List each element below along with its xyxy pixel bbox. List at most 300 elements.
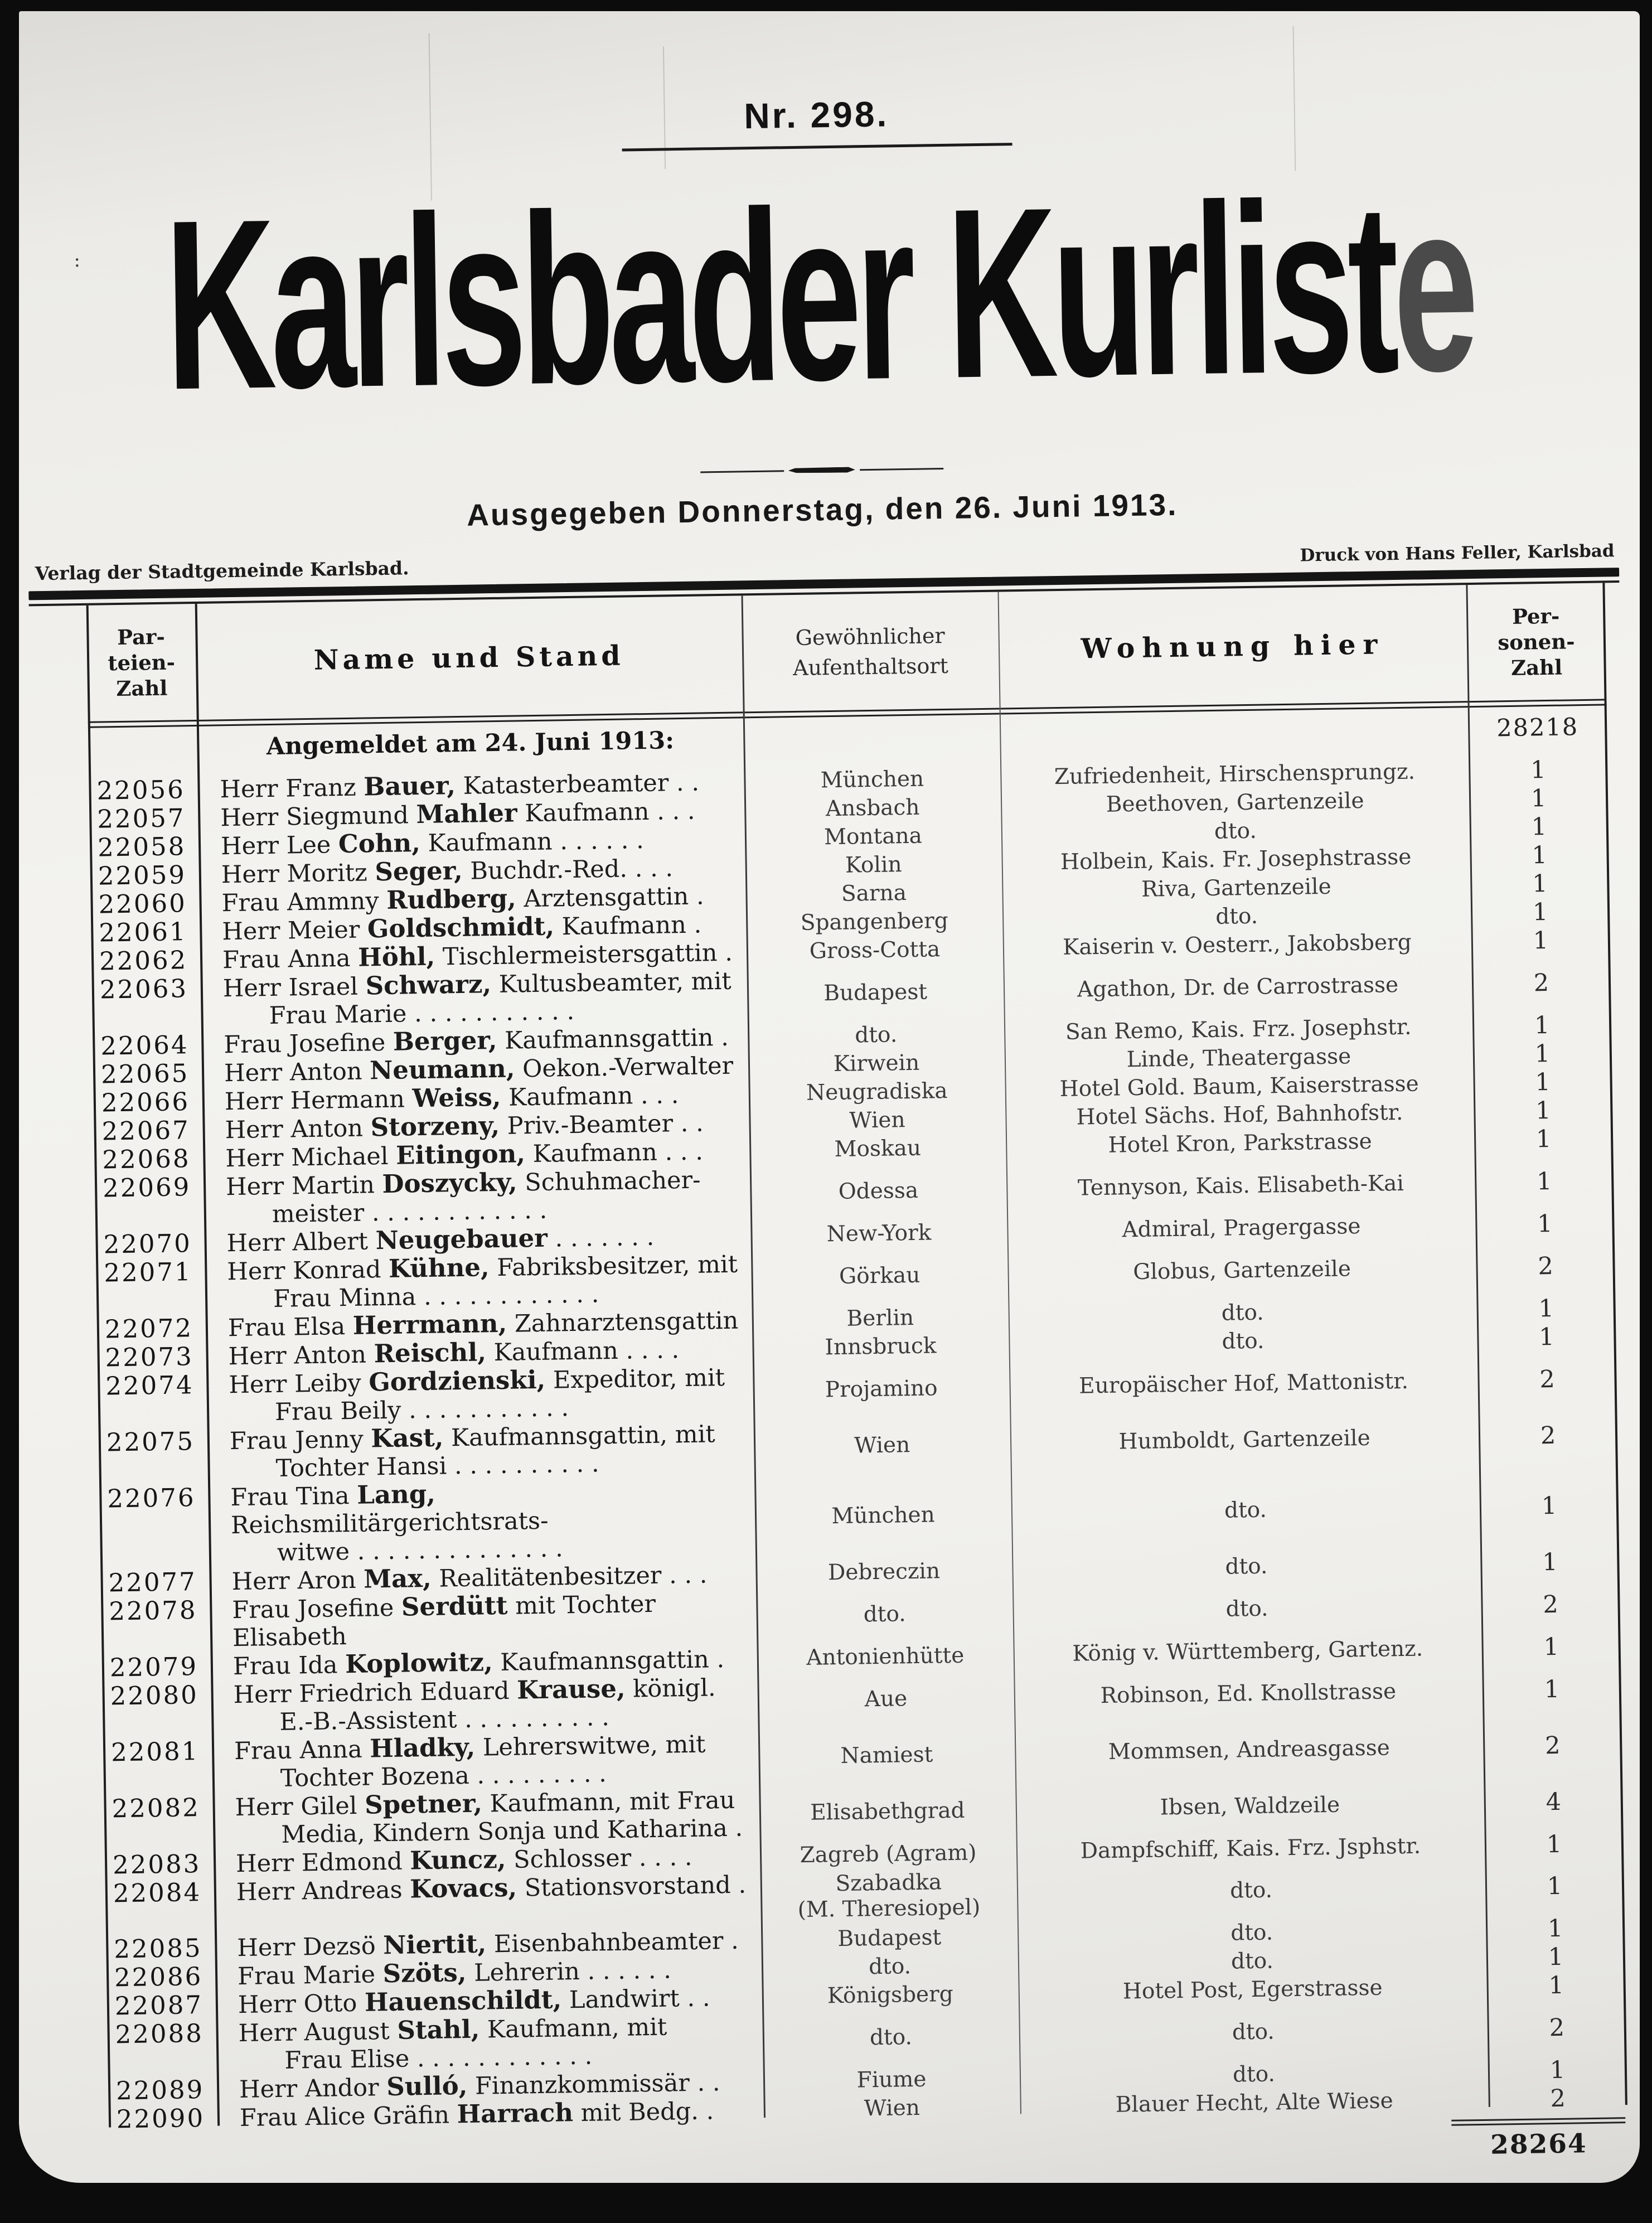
- guest-name-and-status: [201, 966, 748, 1031]
- name-prefix: Herr Edmond: [235, 1847, 410, 1878]
- address-here: [1006, 1154, 1475, 1217]
- party-number: 22063: [99, 974, 188, 1005]
- surname: Höhl,: [357, 941, 435, 972]
- name-suffix: Kaufmannsgattin .: [497, 1023, 729, 1055]
- address-line: dto.: [1222, 1328, 1265, 1354]
- name-prefix: Frau Marie: [237, 1960, 384, 1991]
- person-count-value: 1: [1541, 1491, 1557, 1520]
- residence-line: Budapest: [837, 1924, 942, 1951]
- address-line: Mommsen, Andreasgasse: [1108, 1735, 1391, 1765]
- person-count-value: 2: [1539, 1365, 1556, 1393]
- divider-line-left: [700, 470, 784, 473]
- residence-line: Zagreb (Agram): [800, 1839, 977, 1868]
- person-count: [1469, 783, 1609, 813]
- person-count: [1473, 1067, 1612, 1097]
- name-suffix: . . . . . . .: [547, 1223, 655, 1253]
- person-count-value: 1: [1549, 2056, 1566, 2084]
- address-line: Zufriedenheit, Hirschensprungz.: [1054, 759, 1416, 790]
- name-prefix: Herr Friedrich Eduard: [233, 1677, 517, 1709]
- name-suffix: Kaufmannsgattin, mit: [443, 1420, 715, 1452]
- address-line: Admiral, Pragergasse: [1122, 1213, 1361, 1242]
- name-prefix: Herr Andor: [239, 2074, 387, 2104]
- party-number: 22069: [102, 1172, 191, 1203]
- name-suffix: Priv.-Beamter . .: [499, 1109, 704, 1140]
- final-total: 28264: [1490, 2128, 1588, 2161]
- name-suffix: mit Tochter Elisabeth: [232, 1590, 656, 1653]
- residence-line: Aue: [864, 1686, 908, 1712]
- residence-line: dto.: [868, 1953, 912, 1979]
- divider-center-glyph: [788, 467, 855, 473]
- person-count-value: 4: [1546, 1788, 1562, 1816]
- person-count-value: 1: [1535, 1096, 1551, 1125]
- address-here: [1015, 1775, 1484, 1838]
- address-line: Agathon, Dr. de Carrostrasse: [1077, 972, 1399, 1002]
- person-count: [1476, 1237, 1615, 1295]
- address-line: dto.: [1230, 1948, 1274, 1974]
- party-number: 22083: [112, 1849, 201, 1880]
- surname: Bauer,: [363, 771, 456, 802]
- person-count: [1479, 1462, 1619, 1549]
- person-count: [1486, 1970, 1626, 2001]
- party-number: 22061: [98, 917, 187, 948]
- name-prefix: Herr Israel: [222, 972, 366, 1003]
- usual-residence: [750, 1161, 1007, 1221]
- header-line: Aufenthaltsort: [792, 653, 949, 681]
- page-content: [4, 0, 1652, 2194]
- usual-residence: [752, 1330, 1009, 1363]
- usual-residence: [761, 1922, 1018, 1954]
- usual-residence: [745, 878, 1002, 910]
- name-prefix: Frau Elsa: [227, 1312, 353, 1343]
- usual-residence: [746, 906, 1003, 938]
- header-line: Zahl: [116, 675, 168, 701]
- residence-line: Odessa: [838, 1178, 919, 1204]
- usual-residence: [762, 2007, 1019, 2067]
- name-second-line: Frau Minna . . . . . . . . . . . .: [273, 1280, 599, 1313]
- total-rule: [1451, 2117, 1625, 2122]
- surname: Niertit,: [382, 1929, 487, 1960]
- guest-name-and-status: [214, 1870, 761, 1934]
- person-count-value: 1: [1546, 1830, 1562, 1858]
- residence-line-2: (M. Theresiopel): [797, 1895, 981, 1923]
- title-main: Karlsbader Kurlist: [163, 153, 1396, 441]
- person-count-value: 1: [1547, 1872, 1563, 1901]
- name-suffix: Kaufmann . . .: [517, 797, 695, 828]
- party-number: 22060: [98, 888, 187, 919]
- name-suffix: Arztensgattin .: [516, 882, 705, 913]
- party-number: 22056: [96, 774, 186, 806]
- name-suffix: Kaufmann . . . .: [486, 1336, 680, 1367]
- residence-line: Berlin: [846, 1305, 914, 1331]
- person-count: [1472, 1010, 1612, 1040]
- residence-line: Görkau: [839, 1262, 921, 1289]
- address-line: dto.: [1229, 1877, 1273, 1904]
- person-count: [1477, 1321, 1616, 1352]
- header-line: Par-: [117, 624, 166, 650]
- name-suffix: Schuhmacher-: [517, 1166, 701, 1197]
- person-count-value: 1: [1531, 812, 1547, 841]
- guest-rows: [89, 748, 1627, 2134]
- residence-line: Spangenberg: [800, 908, 948, 936]
- publisher-imprint: Verlag der Stadtgemeinde Karlsbad.: [35, 557, 409, 585]
- name-prefix: Herr Andreas: [236, 1876, 410, 1907]
- name-prefix: Herr Albert: [226, 1227, 376, 1258]
- ink-speck: :: [74, 249, 81, 272]
- name-prefix: Herr Anton: [225, 1114, 371, 1145]
- usual-residence: [745, 821, 1002, 853]
- column-header-aufenthaltsort: [742, 620, 999, 684]
- usual-residence: [750, 1217, 1007, 1249]
- name-suffix: Stationsvorstand .: [516, 1871, 747, 1902]
- surname: Hauenschildt,: [364, 1984, 562, 2017]
- carryover-total: 28218: [1496, 713, 1579, 743]
- party-number: 22087: [114, 1990, 204, 2021]
- party-number: 22075: [106, 1426, 195, 1457]
- usual-residence: [751, 1246, 1008, 1306]
- name-prefix: Herr Lee: [220, 831, 339, 861]
- surname: Schwarz,: [365, 969, 492, 1001]
- divider-ornament: [11, 456, 1632, 485]
- party-number: 22086: [114, 1962, 203, 1993]
- usual-residence: [760, 1838, 1017, 1870]
- residence-line: Namiest: [840, 1742, 933, 1769]
- address-line: Dampfschiff, Kais. Frz. Jsphstr.: [1080, 1833, 1421, 1864]
- name-prefix: Frau Jenny: [229, 1425, 371, 1456]
- usual-residence: [763, 2092, 1020, 2124]
- residence-line: Gross-Cotta: [809, 936, 941, 964]
- name-suffix: Fabriksbesitzer, mit: [489, 1250, 738, 1282]
- address-line: dto.: [1221, 1300, 1264, 1326]
- party-number: 22070: [103, 1228, 192, 1260]
- surname: Weiss,: [412, 1082, 501, 1113]
- residence-line: dto.: [863, 1601, 906, 1627]
- person-count: [1469, 811, 1609, 842]
- surname: Seger,: [374, 855, 463, 887]
- usual-residence: [753, 1359, 1010, 1419]
- surname: Serdütt: [401, 1590, 508, 1622]
- surname: Kovacs,: [409, 1872, 517, 1904]
- address-line: König v. Württemberg, Gartenz.: [1072, 1635, 1423, 1667]
- issue-number: Nr. 298.: [743, 94, 889, 137]
- address-here: [1003, 956, 1472, 1019]
- guest-name-and-status: [216, 2011, 763, 2076]
- name-suffix: Lehrerin . . . . . .: [466, 1956, 672, 1987]
- residence-line: Ansbach: [825, 795, 920, 821]
- guest-name-and-status: [204, 1165, 750, 1229]
- name-prefix: Herr Anton: [228, 1340, 375, 1371]
- person-count-value: 2: [1549, 2013, 1565, 2042]
- residence-line: New-York: [826, 1219, 932, 1247]
- name-prefix: Herr Anton: [224, 1057, 370, 1088]
- usual-residence: [747, 963, 1004, 1023]
- name-prefix: Frau Ida: [232, 1651, 346, 1681]
- surname: Cohn,: [338, 827, 421, 859]
- party-number: 22073: [105, 1341, 194, 1373]
- name-suffix: Kaufmann, mit: [479, 2013, 667, 2044]
- party-number: 22059: [98, 860, 187, 891]
- address-line: dto.: [1224, 1497, 1267, 1523]
- usual-residence: [755, 1556, 1012, 1588]
- title-last-letter: e: [1391, 152, 1475, 423]
- person-count: [1475, 1152, 1614, 1210]
- address-line: San Remo, Kais. Frz. Josephstr.: [1065, 1014, 1412, 1045]
- header-line: teien-: [108, 650, 176, 676]
- usual-residence: [744, 764, 1001, 796]
- surname: Gordzienski,: [368, 1364, 546, 1397]
- person-count: [1473, 1038, 1612, 1069]
- usual-residence: [757, 1640, 1014, 1673]
- name-suffix: Tischlermeistersgattin .: [434, 938, 733, 971]
- header-line: Zahl: [1510, 655, 1563, 680]
- party-number: 22072: [104, 1313, 193, 1344]
- person-count: [1469, 754, 1608, 785]
- name-prefix: Frau Josefine: [232, 1594, 402, 1625]
- usual-residence: [744, 792, 1001, 825]
- person-count: [1480, 1547, 1620, 1577]
- party-number: 22067: [101, 1115, 191, 1146]
- surname: Stahl,: [396, 2014, 480, 2045]
- header-line: Per-: [1511, 603, 1560, 629]
- party-number: 22088: [115, 2018, 204, 2050]
- address-line: Globus, Gartenzeile: [1132, 1256, 1351, 1285]
- usual-residence: [748, 1047, 1005, 1079]
- column-header-name-und-stand: Name und Stand: [313, 639, 624, 676]
- party-number: 22066: [101, 1087, 190, 1118]
- name-suffix: Lehrerswitwe, mit: [474, 1730, 706, 1762]
- person-count: [1485, 1857, 1624, 1915]
- person-count-value: 2: [1550, 2084, 1566, 2113]
- person-count-value: 1: [1530, 784, 1547, 812]
- paper-sheet: [19, 11, 1640, 2183]
- person-count: [1471, 953, 1611, 1012]
- person-count-value: 1: [1543, 1633, 1559, 1661]
- person-count: [1477, 1350, 1617, 1408]
- usual-residence: [748, 1019, 1005, 1051]
- usual-residence: [748, 1076, 1005, 1108]
- surname: Harrach: [457, 2098, 574, 2129]
- total-rule: [1451, 2122, 1625, 2126]
- address-line: dto.: [1230, 1920, 1273, 1946]
- address-line: Tennyson, Kais. Elisabeth-Kai: [1077, 1170, 1404, 1201]
- person-count-value: 2: [1540, 1421, 1556, 1450]
- person-count: [1485, 1829, 1624, 1859]
- usual-residence: [757, 1669, 1014, 1729]
- name-prefix: Frau Alice Gräfin: [239, 2101, 458, 2133]
- residence-line: Projamino: [825, 1375, 938, 1402]
- address-here: [1010, 1408, 1479, 1471]
- person-count-value: 1: [1535, 1125, 1552, 1153]
- surname: Szöts,: [382, 1957, 467, 1989]
- name-prefix: Herr Aron: [231, 1566, 364, 1596]
- residence-line: Montana: [823, 823, 923, 850]
- address-line: Beethoven, Gartenzeile: [1106, 788, 1364, 817]
- name-prefix: Herr Dezsö: [237, 1932, 384, 1963]
- party-number: 22057: [96, 803, 186, 834]
- person-count-value: 2: [1537, 1252, 1554, 1280]
- person-count-value: 1: [1548, 1971, 1564, 1999]
- surname: Hladky,: [369, 1732, 476, 1764]
- person-count-value: 2: [1533, 968, 1549, 997]
- party-number: 22078: [109, 1595, 197, 1626]
- residence-line: München: [831, 1502, 936, 1529]
- address-line: Hotel Post, Egerstrasse: [1122, 1975, 1383, 2004]
- residence-line: Moskau: [834, 1135, 922, 1162]
- name-suffix: Expeditor, mit: [545, 1364, 725, 1394]
- address-line: Holbein, Kais. Fr. Josephstrasse: [1060, 844, 1412, 875]
- address-here: [1019, 2001, 1488, 2064]
- surname: Spetner,: [364, 1788, 483, 1820]
- name-second-line: Frau Marie . . . . . . . . . . .: [269, 997, 575, 1030]
- person-count-value: 1: [1538, 1323, 1554, 1351]
- address-line: dto.: [1232, 2061, 1276, 2088]
- person-count: [1488, 2083, 1627, 2114]
- name-suffix: Kaufmann . . .: [501, 1081, 679, 1112]
- party-number: 22079: [109, 1651, 198, 1683]
- person-count-value: 1: [1537, 1209, 1553, 1238]
- name-suffix: Reichsmilitärgerichtsrats-: [230, 1507, 549, 1540]
- name-second-line: Media, Kindern Sonja und Katharina .: [281, 1814, 743, 1849]
- usual-residence: [749, 1104, 1006, 1136]
- usual-residence: [763, 2064, 1020, 2096]
- usual-residence: [758, 1725, 1015, 1785]
- name-suffix: Buchdr.-Red. . . .: [462, 854, 674, 885]
- name-prefix: Herr Otto: [238, 1989, 365, 2019]
- name-prefix: Herr Leiby: [229, 1369, 369, 1399]
- party-number: 22065: [100, 1058, 190, 1089]
- name-prefix: Frau Anna: [234, 1735, 370, 1766]
- usual-residence: [749, 1132, 1006, 1165]
- residence-line: Innsbruck: [825, 1333, 937, 1360]
- person-count: [1482, 1660, 1621, 1718]
- surname: Mahler: [416, 798, 518, 830]
- section-heading: Angemeldet am 24. Juni 1913:: [266, 727, 675, 761]
- guest-name-and-status: [212, 1785, 759, 1850]
- name-suffix: Eisenbahnbeamter .: [486, 1926, 739, 1959]
- surname: Kühne,: [388, 1252, 490, 1284]
- issue-date-line: Ausgegeben Donnerstag, den 26. Juni 1913.: [466, 487, 1178, 532]
- address-line: Hotel Kron, Parkstrasse: [1108, 1129, 1373, 1158]
- address-here: [1012, 1577, 1481, 1640]
- address-line: Kaiserin v. Oesterr., Jakobsberg: [1062, 929, 1412, 960]
- name-suffix: Kultusbeamter, mit: [491, 967, 731, 999]
- printer-imprint: Druck von Hans Feller, Karlsbad: [1300, 541, 1615, 566]
- usual-residence: [745, 849, 1002, 882]
- issue-underline: [622, 143, 1012, 151]
- address-here: [1011, 1465, 1480, 1556]
- address-line: dto.: [1232, 2019, 1275, 2045]
- party-number: 22084: [113, 1877, 202, 1909]
- name-suffix: Katasterbeamter . .: [455, 768, 700, 801]
- name-suffix: Kaufmann, mit Frau: [482, 1786, 735, 1818]
- residence-line: Debreczin: [827, 1558, 941, 1585]
- person-count-value: 1: [1532, 898, 1548, 926]
- surname: Reischl,: [374, 1337, 487, 1369]
- usual-residence: [747, 934, 1004, 967]
- residence-line: Kolin: [845, 851, 902, 878]
- surname: Kuncz,: [409, 1844, 506, 1876]
- column-header-parteien-zahl: [86, 623, 196, 702]
- usual-residence: [762, 1979, 1019, 2011]
- surname: Doszycky,: [382, 1167, 518, 1199]
- address-line: dto.: [1215, 903, 1258, 929]
- name-suffix: Schlosser . . . .: [506, 1843, 692, 1874]
- party-number: 22074: [105, 1370, 194, 1401]
- column-header-personen-zahl: [1466, 602, 1606, 681]
- name-suffix: Landwirt . .: [561, 1984, 710, 2014]
- name-prefix: Herr Meier: [222, 916, 368, 946]
- address-line: dto.: [1225, 1553, 1268, 1580]
- name-prefix: Herr Konrad: [227, 1255, 389, 1286]
- address-line: Humboldt, Gartenzeile: [1118, 1425, 1370, 1455]
- name-second-line: Tochter Bozena . . . . . . . . .: [280, 1760, 607, 1793]
- residence-line: Wien: [849, 1107, 905, 1134]
- surname: Eitingon,: [395, 1139, 526, 1170]
- residence-line: Wien: [854, 1432, 910, 1459]
- name-suffix: Zahnarztensgattin: [506, 1306, 739, 1338]
- guest-name-and-status: [207, 1419, 754, 1484]
- usual-residence: [760, 1866, 1017, 1926]
- surname: Sulló,: [386, 2070, 468, 2102]
- name-prefix: Herr Franz: [220, 773, 364, 804]
- person-count: [1476, 1293, 1616, 1324]
- header-line: sonen-: [1497, 629, 1575, 655]
- person-count: [1488, 2055, 1627, 2085]
- person-count-value: 1: [1548, 1943, 1564, 1971]
- name-prefix: Herr August: [238, 2017, 398, 2048]
- name-suffix: königl.: [625, 1674, 716, 1703]
- name-suffix: Kaufmann . . . . . .: [420, 826, 645, 858]
- name-second-line: Frau Beily . . . . . . . . . . .: [274, 1394, 569, 1426]
- guest-name-and-status: [205, 1249, 752, 1314]
- address-line: Hotel Sächs. Hof, Bahnhofstr.: [1076, 1100, 1403, 1130]
- person-count: [1470, 840, 1609, 870]
- guest-name-and-status: [211, 1673, 758, 1737]
- surname: Neumann,: [369, 1053, 515, 1086]
- person-count: [1470, 868, 1610, 899]
- party-number: 22077: [108, 1567, 197, 1598]
- usual-residence: [753, 1415, 1010, 1475]
- person-count-value: 1: [1532, 841, 1548, 869]
- name-prefix: Herr Martin: [225, 1171, 382, 1202]
- surname: Koplowitz,: [345, 1647, 493, 1679]
- residence-line: dto.: [854, 1021, 898, 1048]
- person-count: [1481, 1575, 1620, 1634]
- residence-line: Fiume: [856, 2066, 927, 2093]
- name-second-line: Tochter Hansi . . . . . . . . . .: [275, 1450, 599, 1483]
- residence-line: München: [820, 766, 924, 793]
- person-count: [1474, 1123, 1614, 1154]
- party-number: 22068: [102, 1144, 191, 1175]
- surname: Max,: [363, 1563, 432, 1594]
- residence-line: Sarna: [841, 880, 907, 907]
- usual-residence: [759, 1781, 1016, 1842]
- residence-line: Kirwein: [833, 1050, 920, 1077]
- party-number: 22076: [107, 1483, 196, 1514]
- residence-line: Budapest: [823, 979, 928, 1006]
- person-count: [1484, 1772, 1623, 1831]
- address-line: Hotel Gold. Baum, Kaiserstrasse: [1059, 1071, 1420, 1102]
- person-count-value: 2: [1542, 1590, 1559, 1619]
- person-count-value: 1: [1538, 1294, 1554, 1323]
- header-line: Gewöhnlicher: [795, 623, 945, 650]
- person-count-value: 1: [1534, 1039, 1551, 1068]
- address-here: [1015, 1718, 1484, 1781]
- person-count-value: 1: [1530, 755, 1546, 784]
- person-count-value: 2: [1544, 1731, 1561, 1760]
- name-suffix: mit Bedg. .: [573, 2097, 714, 2128]
- residence-line: Antonienhütte: [806, 1643, 965, 1670]
- address-here: [1014, 1662, 1483, 1725]
